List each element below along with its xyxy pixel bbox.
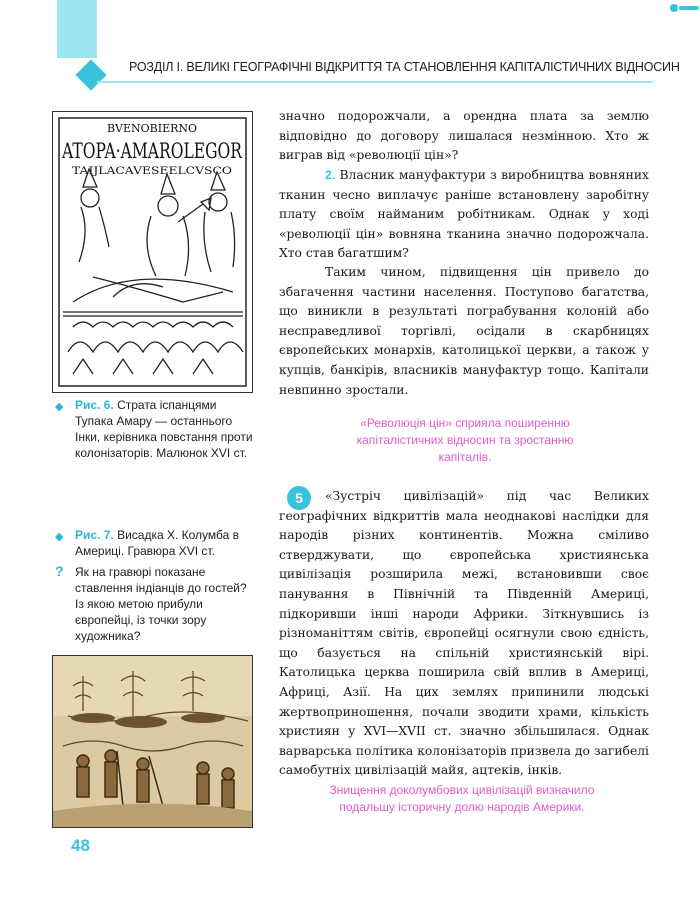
paragraph-1: значно подорожчали, а орендна плата за землю відповідно до договору лишалася незмінною. Хто ж виграв від «революції цін»?	[279, 109, 649, 163]
figure-2-label: Рис. 7.	[75, 528, 114, 542]
caption-bullet-icon: ◆	[55, 401, 64, 413]
conclusion-paragraph	[279, 263, 649, 400]
figure-1-caption	[75, 397, 255, 461]
key-idea-2: Знищення доколумбових цивілізацій визначило подальшу історичну долю народів Америки.	[329, 783, 595, 814]
figure-columbus-landing	[52, 655, 253, 828]
question-mark-icon: ?	[55, 563, 64, 579]
paragraph-3: Таким чином, підвищення цін привело до збагачення частини населення. Поступово багатства, що виникли в результаті пограбування колоній або несправедливої торгівлі, осідали в скарбницях європейських монархів, католицької церкви, а також у купців, банкірів, власників мануфактур тощо. Капітали невпинно зростали.	[279, 265, 649, 397]
header-accent-bar	[57, 0, 97, 58]
header-diamond-icon	[75, 59, 106, 90]
caption-bullet-icon: ◆	[55, 531, 64, 543]
paragraph-4: «Зустріч цивілізацій» під час Великих географічних відкриттів мала неоднакові наслідки для народів різних континентів. Можна сміливо стверджувати, що європейська християнська цивілізація розширила межі, встановивши своє панування в Північній та Південній Америці, підкоривши інші народи Африки. Зіткнувшись із різноманіттям світів, європейці осягнули свою єдність, що базується на спільній християнській вірі. Католицька церква поширила свій вплив в Америці, Африці, Азії. На цих землях припинили людські жертвоприношення, почали зводити храми, кількість християн у XVI—XVII ст. значно збільшилася. Однак варварська політика колонізаторів призвела до загибелі самобутніх цивілізацій майя, ацтеків, інків.	[279, 489, 649, 778]
question-2	[279, 166, 649, 264]
page-number: 48	[71, 836, 90, 855]
figure-1-caption-text: Страта іспанцями Тупака Амару — останнього Інки, керівника повстання проти колонізаторів. Малюнок XVI ст.	[75, 398, 253, 460]
figure-2-question: Як на гравюрі показане ставлення індіанців до гостей? Із якою метою прибули європейці, із точки зору художника?	[75, 565, 247, 643]
header-divider	[97, 81, 653, 83]
figure-2-caption-text: Висадка Х. Колумба в Америці. Гравюра XVI ст.	[75, 528, 240, 558]
inscription-line-1: BVENOBIERNO	[106, 122, 198, 135]
publisher-logo-icon	[670, 2, 700, 14]
section-5-paragraph	[279, 487, 649, 781]
engraving-illustration	[53, 112, 252, 392]
figure-tupac-amaru-execution	[52, 111, 253, 393]
engraving-illustration	[53, 656, 252, 827]
key-idea-1: «Революція цін» сприяла поширенню капіталістичних відносин та зростанню капіталів.	[356, 416, 574, 464]
inscription-line-3: TAIJLACAVESEELCVSCO	[72, 166, 232, 177]
question-number: 2.	[325, 168, 336, 182]
figure-1-label: Рис. 6.	[75, 398, 114, 412]
section-title: РОЗДІЛ І. ВЕЛИКІ ГЕОГРАФІЧНІ ВІДКРИТТЯ ТА СТАНОВЛЕННЯ КАПІТАЛІСТИЧНИХ ВІДНОСИН	[129, 60, 680, 74]
inscription-line-2: ATOPA·AMAROLEGOR	[61, 139, 243, 163]
section-number-badge: 5	[287, 486, 311, 510]
paragraph-continuation	[279, 107, 649, 166]
question-2-text: Власник мануфактури з виробництва вовняних тканин чесно виплачує раніше встановлену заробітну плату своїм найманим робітникам. Однак у ході «революції цін» вовняна тканина значно подорожчала. Хто став багатшим?	[279, 168, 649, 261]
figure-2-caption	[75, 527, 255, 559]
